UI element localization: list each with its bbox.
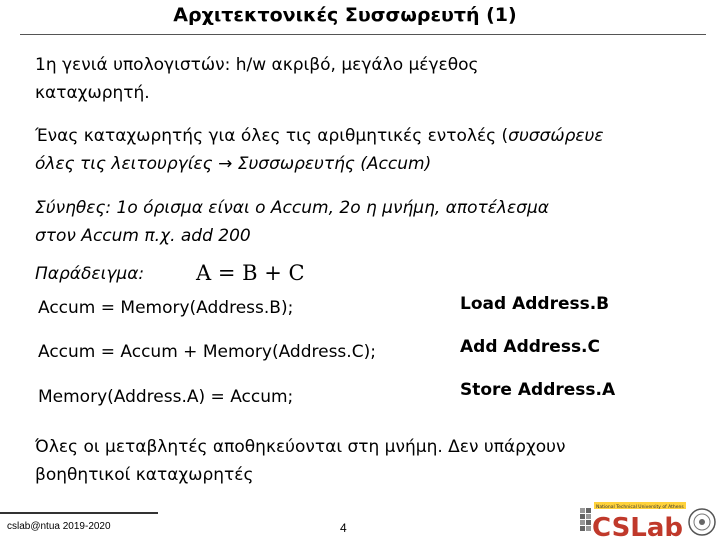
paragraph-line: Όλες οι μεταβλητές αποθηκεύονται στη μνήμη. Δεν υπάρχουν [35,437,566,457]
paragraph-line: Σύνηθες: 1ο όρισμα είναι ο Accum, 2o η μνήμη, αποτέλεσμα [35,198,549,218]
paragraph-line: καταχωρητή. [35,83,150,103]
paragraph-memory-variables [35,433,675,489]
paragraph-first-generation [35,51,675,107]
instruction-add: Add Address.C [460,337,600,357]
paragraph-line [35,122,675,150]
code-line: Memory(Address.A) = Accum; [38,387,294,407]
slide-title: Αρχιτεκτονικές Συσσωρευτή (1) [173,4,517,26]
title-divider [20,34,706,35]
paragraph-line [35,150,675,178]
example-label: Παράδειγμα: [35,264,145,284]
page-number: 4 [340,521,347,535]
paragraph-line: βοηθητικοί καταχωρητές [35,465,254,485]
paragraph-accumulator [35,122,675,178]
instruction-load: Load Address.B [460,294,610,314]
footer-divider [0,512,158,514]
logo-text: CSLab [592,513,684,540]
text-normal: Ένας καταχωρητής για όλες τις αριθμητικές εντολές ( [35,126,509,146]
instruction-store: Store Address.A [460,380,616,400]
paragraph-line: στον Accum π.χ. add 200 [35,226,251,246]
logo-grid-icon [580,508,591,531]
text-italic: Συσσωρευτής (Accum) [237,154,432,174]
paragraph-common-usage [35,194,675,250]
text-italic: συσσώρευε [508,126,604,146]
logo-subtext: National Technical University of Athens [596,505,684,510]
cslab-logo [576,500,718,540]
text-italic: όλες τις λειτουργίες [35,154,213,174]
paragraph-line: 1η γενιά υπολογιστών: h/w ακριβό, μεγάλο μέγεθος [35,55,479,75]
code-line: Accum = Accum + Memory(Address.C); [38,342,376,362]
right-arrow-icon: → [218,154,233,174]
code-line: Accum = Memory(Address.B); [38,298,294,318]
example-formula: A = B + C [196,261,305,285]
footer-label: cslab@ntua 2019-2020 [7,521,111,532]
